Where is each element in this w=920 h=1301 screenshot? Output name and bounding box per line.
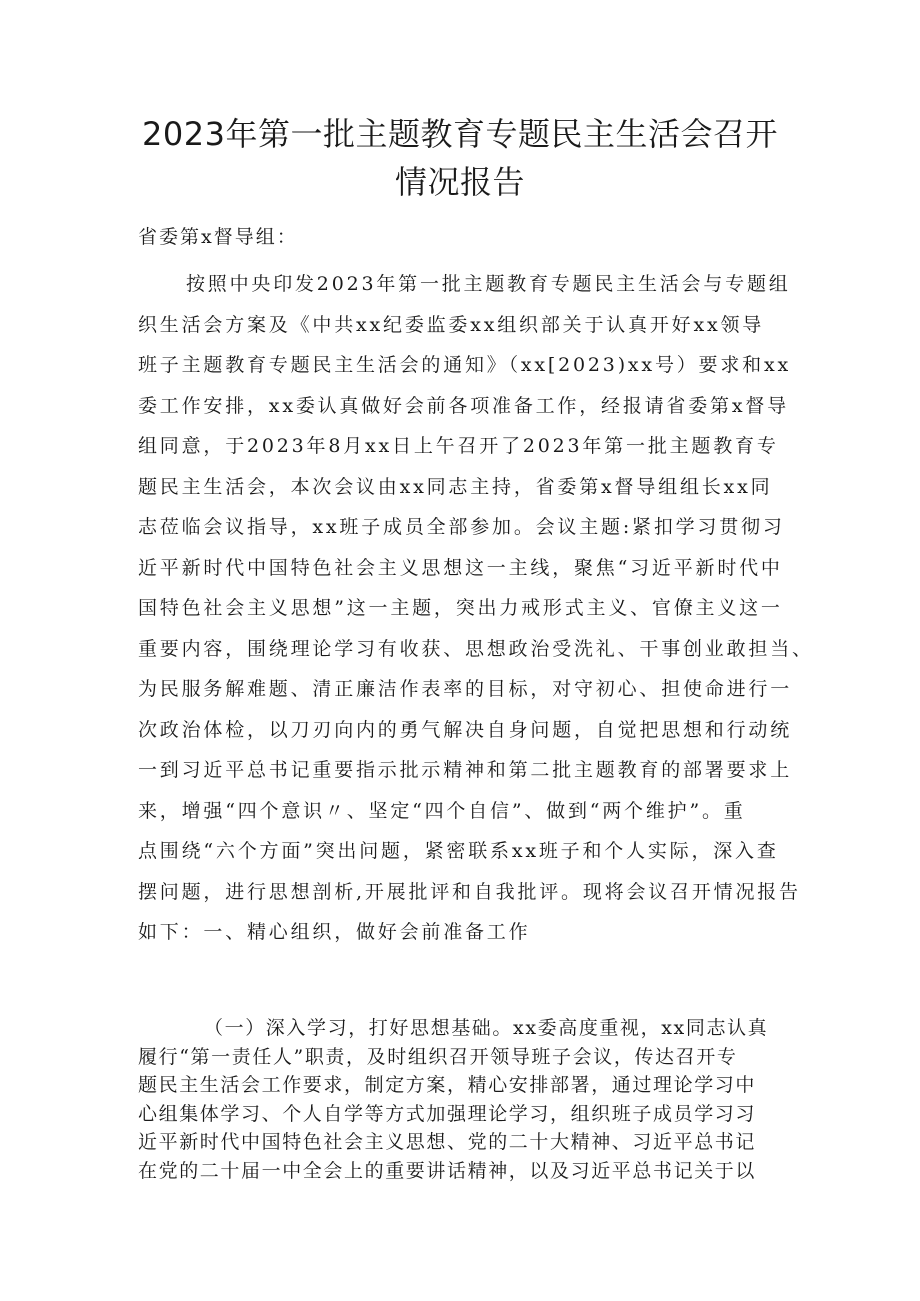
paragraph-line: 委工作安排，xx委认真做好会前各项准备工作，经报请省委第x督导 [138, 394, 789, 417]
paragraph-line: 为民服务解难题、清正廉洁作表率的目标，对守初心、担使命进行一 [138, 678, 793, 700]
section-heading: 如下：一、精心组织，做好会前准备工作 [138, 921, 531, 943]
paragraph-line: 题民主生活会，本次会议由xx同志主持，省委第x督导组组长xx同 [138, 475, 773, 498]
paragraph-line: 组同意，于2023年8月xx日上午召开了2023年第一批主题教育专 [138, 435, 779, 457]
title-line-1: 2023年第一批主题教育专题民主生活会召开 [142, 115, 778, 153]
paragraph-line: （一）深入学习，打好思想基础。xx委高度重视，xx同志认真 [204, 1017, 769, 1039]
paragraph-line: 织生活会方案及《中共xx纪委监委xx组织部关于认真开好xx领导 [138, 313, 765, 336]
paragraph-line: 近平新时代中国特色社会主义思想、党的二十大精神、习近平总书记 [138, 1131, 757, 1153]
paragraph-2 [138, 1014, 794, 1185]
paragraph-line: 点围绕“六个方面”突出问题，紧密联系xx班子和个人实际，深入查 [138, 840, 779, 862]
paragraph-line: 重要内容，围绕理论学习有收获、思想政治受洗礼、干事创业敢担当、 [138, 637, 814, 660]
paragraph-line: 心组集体学习、个人自学等方式加强理论学习，组织班子成员学习习 [138, 1102, 757, 1125]
salutation: 省委第x督导组： [138, 226, 298, 248]
paragraph-1 [138, 264, 814, 953]
paragraph-line: 近平新时代中国特色社会主义思想这一主线，聚焦“习近平新时代中 [138, 556, 783, 579]
document-title [100, 110, 820, 206]
paragraph-line: 来，增强“四个意识〃、坚定“四个自信”、做到“两个维护”。重 [138, 799, 746, 822]
paragraph-line: 履行“第一责任人”职责，及时组织召开领导班子会议，传达召开专 [138, 1045, 738, 1068]
paragraph-line: 摆问题，进行思想剖析,开展批评和自我批评。现将会议召开情况报告 [138, 880, 801, 903]
paragraph-line: 国特色社会主义思想”这一主题，突出力戒形式主义、官僚主义这一 [138, 597, 783, 619]
paragraph-line: 一到习近平总书记重要指示批示精神和第二批主题教育的部署要求上 [138, 759, 793, 781]
paragraph-line: 按照中央印发2023年第一批主题教育专题民主生活会与专题组 [186, 273, 791, 295]
paragraph-line: 在党的二十届一中全会上的重要讲话精神，以及习近平总书记关于以 [138, 1159, 757, 1182]
paragraph-line: 题民主生活会工作要求，制定方案，精心安排部署，通过理论学习中 [138, 1074, 757, 1096]
title-line-2: 情况报告 [394, 163, 525, 201]
paragraph-line: 志莅临会议指导，xx班子成员全部参加。会议主题:紧扣学习贯彻习 [138, 516, 785, 538]
paragraph-line: 次政治体检，以刀刃向内的勇气解决自身问题，自觉把思想和行动统 [138, 718, 793, 741]
paragraph-line: 班子主题教育专题民主生活会的通知》（xx[2023)xx号）要求和xx [138, 354, 791, 376]
